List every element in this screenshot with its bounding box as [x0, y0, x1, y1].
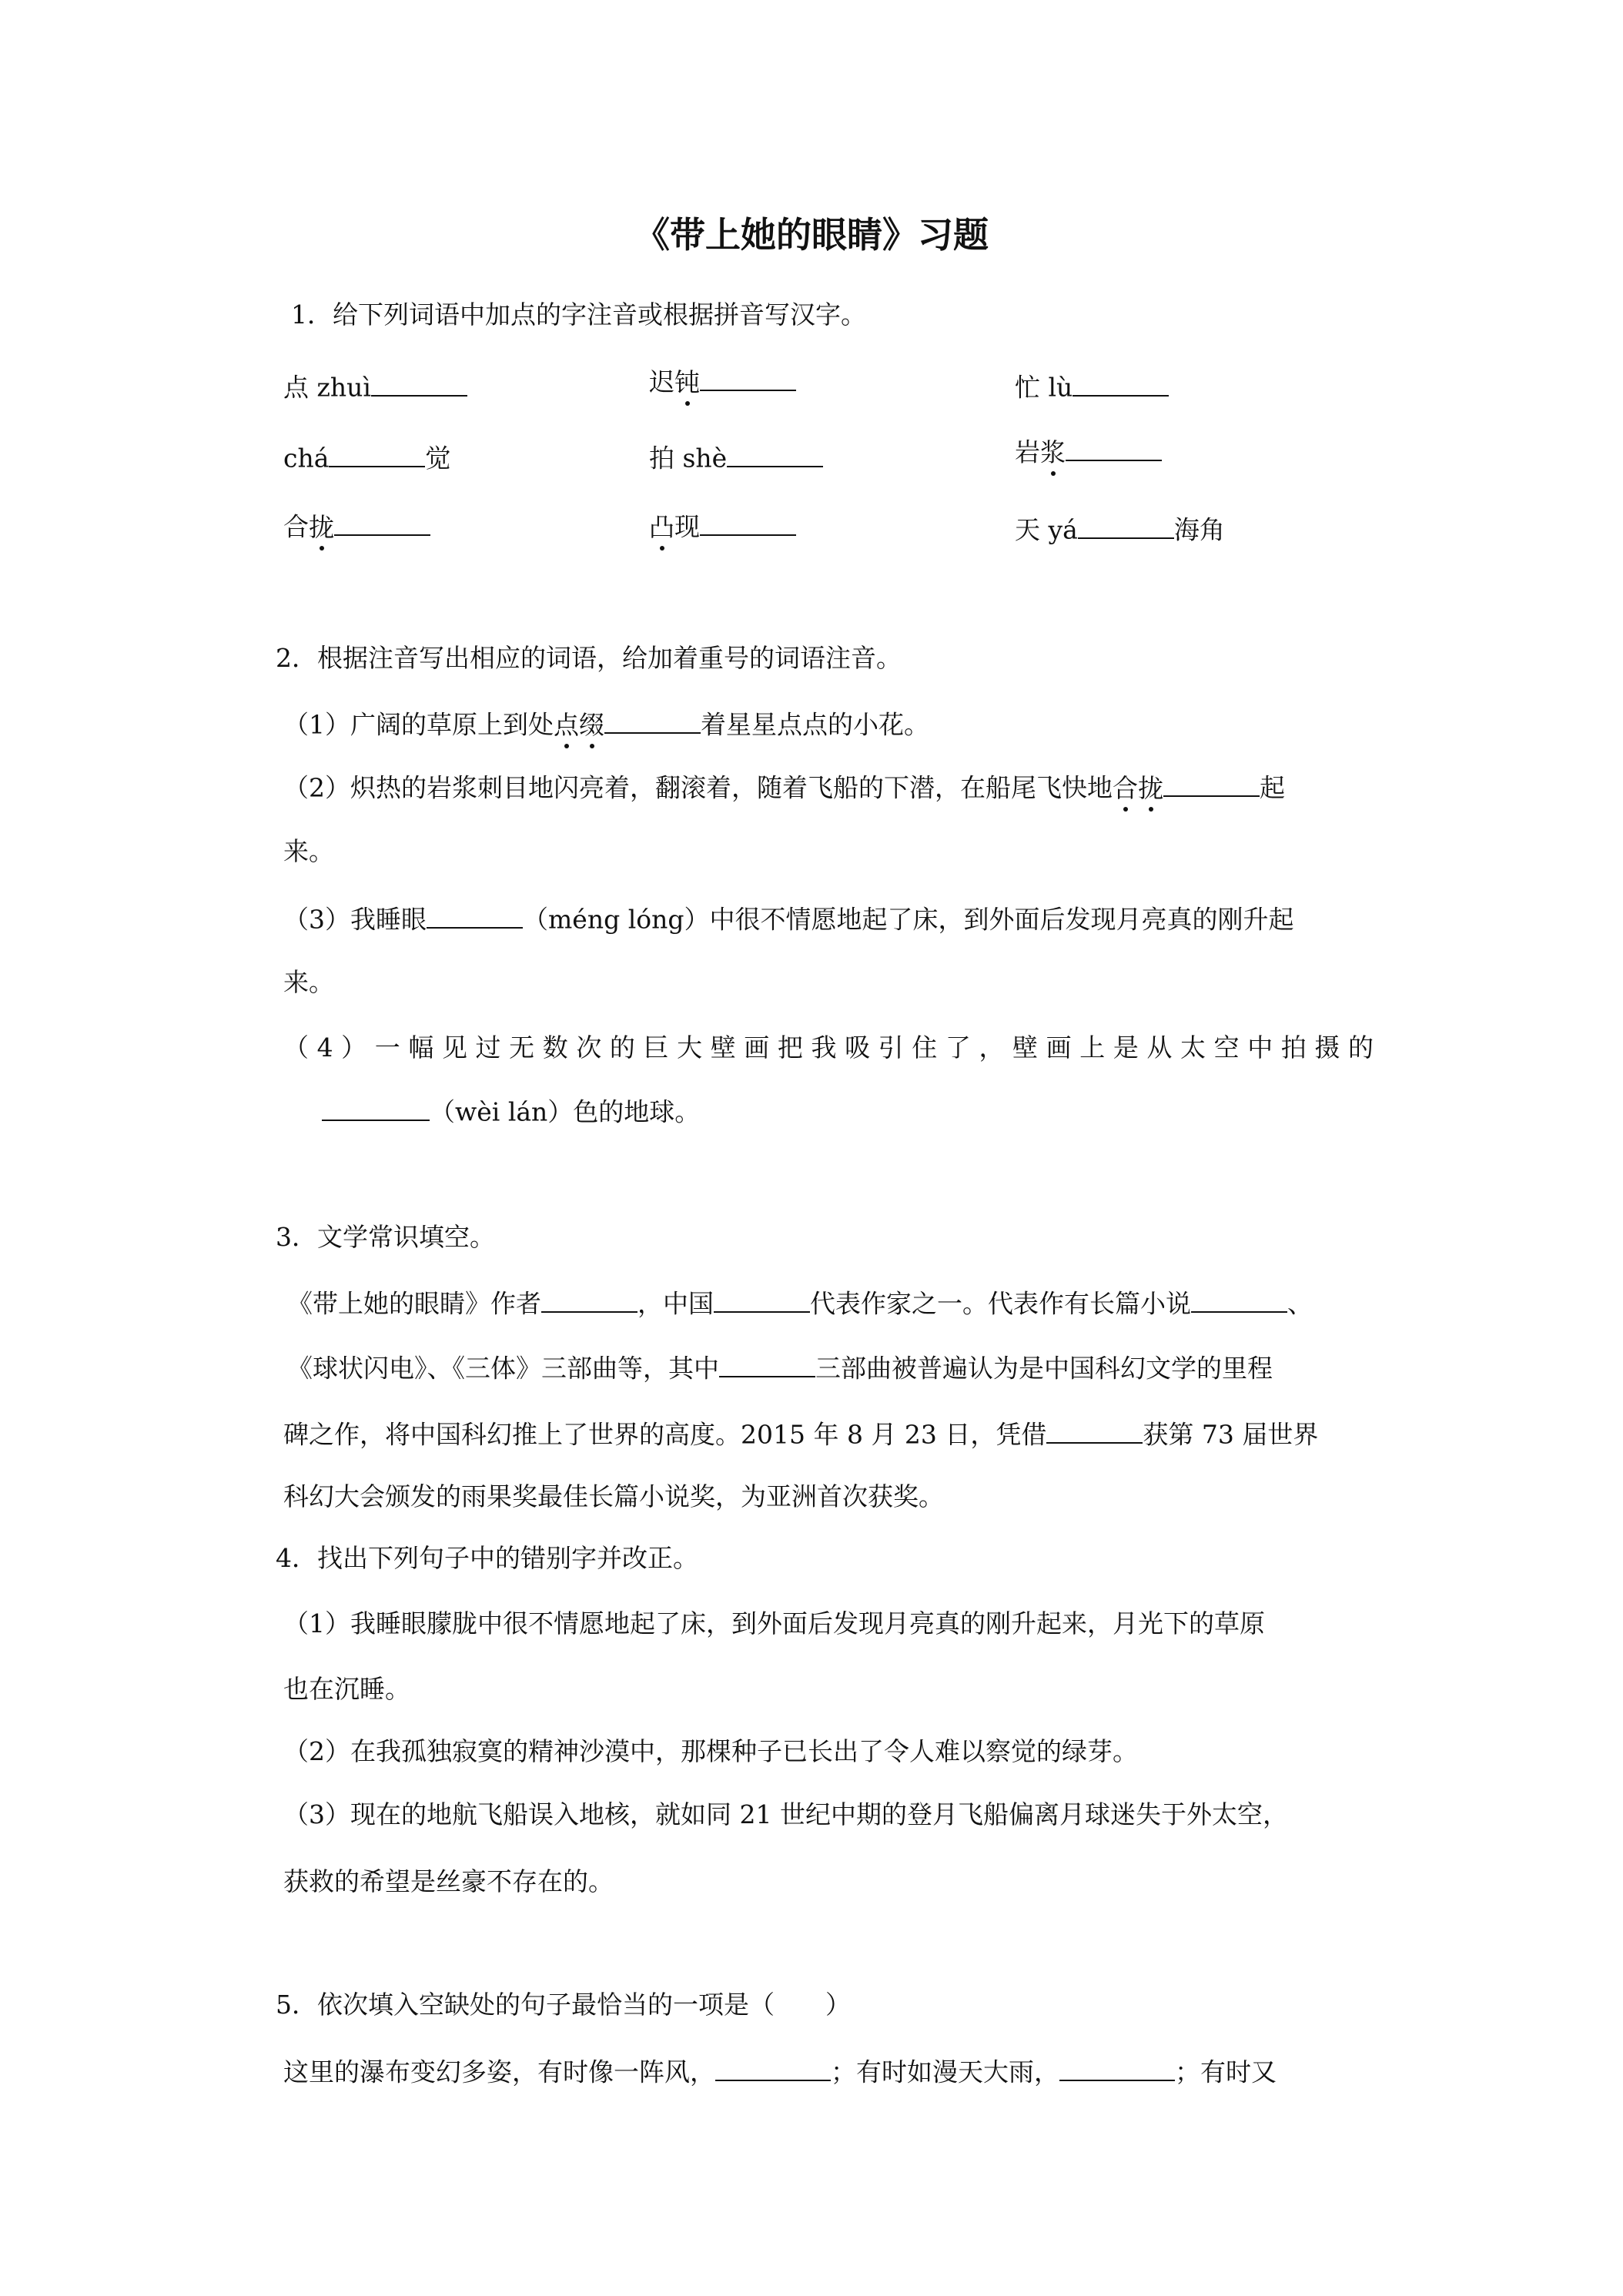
emphasis-dot-char: 点: [554, 709, 579, 740]
q4-sentence-1-cont: 也在沉睡。: [283, 1674, 410, 1704]
answer-blank[interactable]: [371, 372, 467, 397]
answer-blank[interactable]: [604, 709, 701, 734]
answer-blank[interactable]: [714, 1288, 810, 1313]
q4-sentence-2: （2）在我孤独寂寞的精神沙漠中，那棵种子已长出了令人难以察觉的绿芽。: [283, 1736, 1138, 1766]
answer-blank[interactable]: [334, 511, 430, 536]
q1-item-8: 凸现: [649, 511, 796, 540]
q1-item-2: 迟钝: [649, 366, 796, 395]
answer-blank[interactable]: [715, 2057, 831, 2081]
q1-item-4: chá 觉: [283, 443, 451, 474]
answer-blank[interactable]: [1059, 2057, 1175, 2081]
q4-sentence-1: （1）我睡眼朦胧中很不情愿地起了床，到外面后发现月亮真的刚升起来，月光下的草原: [283, 1608, 1265, 1638]
q2-sentence-4: （4）一幅见过无数次的巨大壁画把我吸引住了，壁画上是从太空中拍摄的: [283, 1033, 1377, 1063]
q3-line-3: 碑之作，将中国科幻推上了世界的高度。2015 年 8 月 23 日，凭借 获第 73 届世界: [283, 1419, 1319, 1450]
emphasis-dot-char: 凸: [649, 511, 674, 542]
emphasis-dot-char: 合: [1113, 772, 1138, 803]
q3-prompt: 3．文学常识填空。: [276, 1222, 495, 1252]
q1-item-5: 拍 shè: [649, 443, 823, 471]
q1-item-3: 忙 lù: [1015, 372, 1169, 400]
emphasis-dot-char: 钝: [674, 366, 700, 397]
q2-sentence-1: （1）广阔的草原上到处点缀 着星星点点的小花。: [283, 709, 929, 740]
q4-prompt: 4．找出下列句子中的错别字并改正。: [276, 1543, 698, 1573]
q1-item-1: 点 zhuì: [283, 372, 467, 400]
answer-blank[interactable]: [1078, 514, 1174, 539]
answer-blank[interactable]: [700, 366, 796, 391]
emphasis-dot-char: 拢: [1138, 772, 1163, 803]
answer-blank[interactable]: [700, 511, 796, 536]
answer-blank[interactable]: [727, 443, 823, 467]
answer-blank[interactable]: [329, 443, 425, 467]
q5-line-1: 这里的瀑布变幻多姿，有时像一阵风， ；有时如漫天大雨， ；有时又: [283, 2057, 1277, 2087]
answer-blank[interactable]: [719, 1353, 815, 1377]
q2-sentence-2: （2）炽热的岩浆刺目地闪亮着，翻滚着，随着飞船的下潜，在船尾飞快地合拢 起: [283, 772, 1285, 803]
emphasis-dot-char: 浆: [1040, 437, 1066, 467]
page-title: 《带上她的眼睛》习题: [634, 214, 989, 256]
q3-line-2: 《球状闪电》、《三体》三部曲等，其中 三部曲被普遍认为是中国科幻文学的里程: [287, 1353, 1273, 1384]
q2-prompt: 2．根据注音写出相应的词语，给加着重号的词语注音。: [276, 643, 902, 673]
answer-blank[interactable]: [1046, 1419, 1143, 1444]
q1-prompt: 1．给下列词语中加点的字注音或根据拼音写汉字。: [291, 300, 866, 330]
q1-item-6: 岩浆: [1015, 437, 1162, 465]
answer-blank[interactable]: [1066, 437, 1162, 461]
q2-sentence-4-cont: （wèi lán）色的地球。: [322, 1096, 700, 1125]
answer-blank[interactable]: [1191, 1288, 1287, 1313]
q1-item-9: 天 yá 海角: [1015, 514, 1225, 545]
q4-sentence-3: （3）现在的地航飞船误入地核，就如同 21 世纪中期的登月飞船偏离月球迷失于外太空，: [283, 1799, 1288, 1829]
q1-item-7: 合拢: [283, 511, 430, 540]
q3-line-4: 科幻大会颁发的雨果奖最佳长篇小说奖，为亚洲首次获奖。: [283, 1481, 944, 1511]
emphasis-dot-char: 拢: [309, 511, 334, 542]
q3-line-1: 《带上她的眼睛》作者 ，中国 代表作家之一。代表作有长篇小说 、: [287, 1288, 1313, 1319]
answer-blank[interactable]: [427, 904, 523, 929]
answer-blank[interactable]: [1073, 372, 1169, 397]
q5-prompt: 5．依次填入空缺处的句子最恰当的一项是（ ）: [276, 1990, 851, 2020]
answer-blank[interactable]: [1163, 772, 1260, 797]
q2-sentence-3: （3）我睡眼 （méng lóng）中很不情愿地起了床，到外面后发现月亮真的刚升起: [283, 904, 1294, 935]
q4-sentence-3-cont: 获救的希望是丝豪不存在的。: [283, 1866, 614, 1896]
q2-sentence-2-cont: 来。: [283, 836, 334, 866]
answer-blank[interactable]: [322, 1096, 430, 1121]
q2-sentence-3-cont: 来。: [283, 967, 334, 997]
answer-blank[interactable]: [541, 1288, 637, 1313]
emphasis-dot-char: 缀: [579, 709, 604, 740]
